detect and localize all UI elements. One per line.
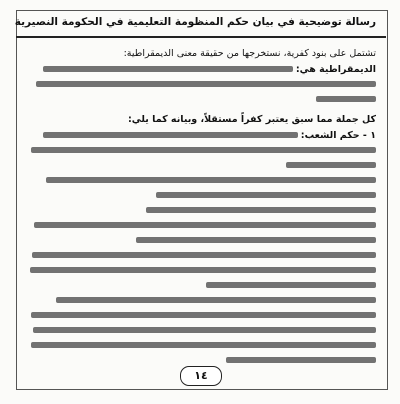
text-line [26, 232, 376, 247]
page-number-badge [180, 366, 222, 386]
text-line [26, 277, 376, 292]
text-line [26, 337, 376, 352]
intro-line: تشتمل على بنود كفرية، نستخرجها من حقيقة معنى الديمقراطية: [123, 48, 376, 59]
text-line [26, 247, 376, 262]
text-line [26, 262, 376, 277]
text-line [26, 157, 376, 172]
point-one-label: ١ - حكم الشعب: [300, 130, 376, 141]
text-line [26, 142, 376, 157]
text-line [26, 292, 376, 307]
section-heading: كل جملة مما سبق يعتبر كفراً مستقلاً، وبيانه كما يلي: [128, 114, 376, 125]
page-header [16, 10, 386, 38]
text-line [26, 187, 376, 202]
democracy-label: الديمقراطية هي: [295, 64, 376, 75]
text-line [43, 66, 293, 72]
text-line [43, 132, 298, 138]
democracy-definition-line [26, 61, 376, 76]
text-line [26, 322, 376, 337]
point-one-line [26, 127, 376, 142]
document-body [26, 46, 376, 367]
page-header-title: رسالة توضيحية في بيان حكم المنظومة التعليمية في الحكومة النصيرية [14, 16, 376, 28]
text-line [26, 352, 376, 367]
text-line [26, 172, 376, 187]
text-line [26, 91, 376, 106]
page-number: ١٤ [194, 369, 208, 382]
text-line [26, 202, 376, 217]
text-line [26, 76, 376, 91]
text-line [26, 307, 376, 322]
text-line [26, 217, 376, 232]
